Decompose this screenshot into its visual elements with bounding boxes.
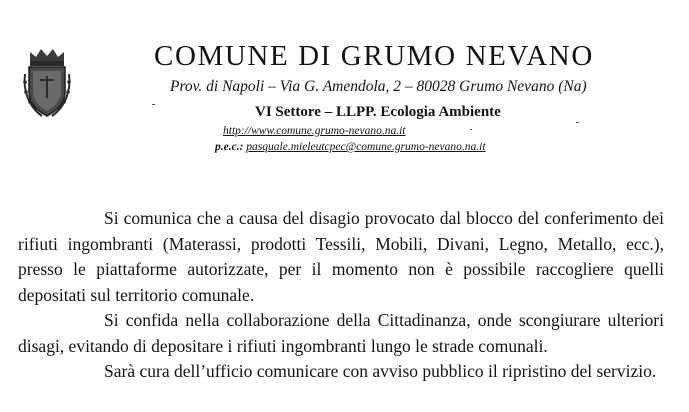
pec-label: p.e.c.: [215, 141, 244, 153]
notice-paragraph: Si comunica che a causa del disagio provocato dal blocco del conferimento dei rifiuti ingombranti (Materassi, prodotti Tessili, Mobili, Divani, Legno, Metallo, ecc.), presso le piattaforme autorizzate, per il momento non è possibile raccogliere quelli depositati sul territorio comunale. [18, 208, 664, 305]
scan-speck [576, 122, 579, 123]
notice-body [18, 206, 664, 385]
notice-paragraph: Sarà cura dell’ufficio comunicare con avviso pubblico il ripristino del servizio. [104, 361, 657, 381]
pec-email-link[interactable]: pasquale.mieleutcpec@comune.grumo-nevano.na.it [246, 141, 486, 153]
website-link[interactable]: http://www.comune.grumo-nevano.na.it [223, 125, 406, 137]
municipality-title: COMUNE DI GRUMO NEVANO [154, 40, 594, 72]
scan-speck [152, 104, 155, 105]
municipality-address: Prov. di Napoli – Via G. Amendola, 2 – 80028 Grumo Nevano (Na) [170, 78, 587, 95]
sector-heading: VI Settore – LLPP. Ecologia Ambiente [255, 104, 501, 120]
notice-paragraph: Si confida nella collaborazione della Cittadinanza, onde scongiurare ulteriori disagi, evitando di depositare i rifiuti ingombranti lungo le strade comunali. [18, 310, 664, 356]
pec-line [215, 141, 486, 153]
coat-of-arms-icon [22, 46, 72, 118]
website-line [223, 125, 406, 137]
scan-speck [470, 129, 472, 130]
